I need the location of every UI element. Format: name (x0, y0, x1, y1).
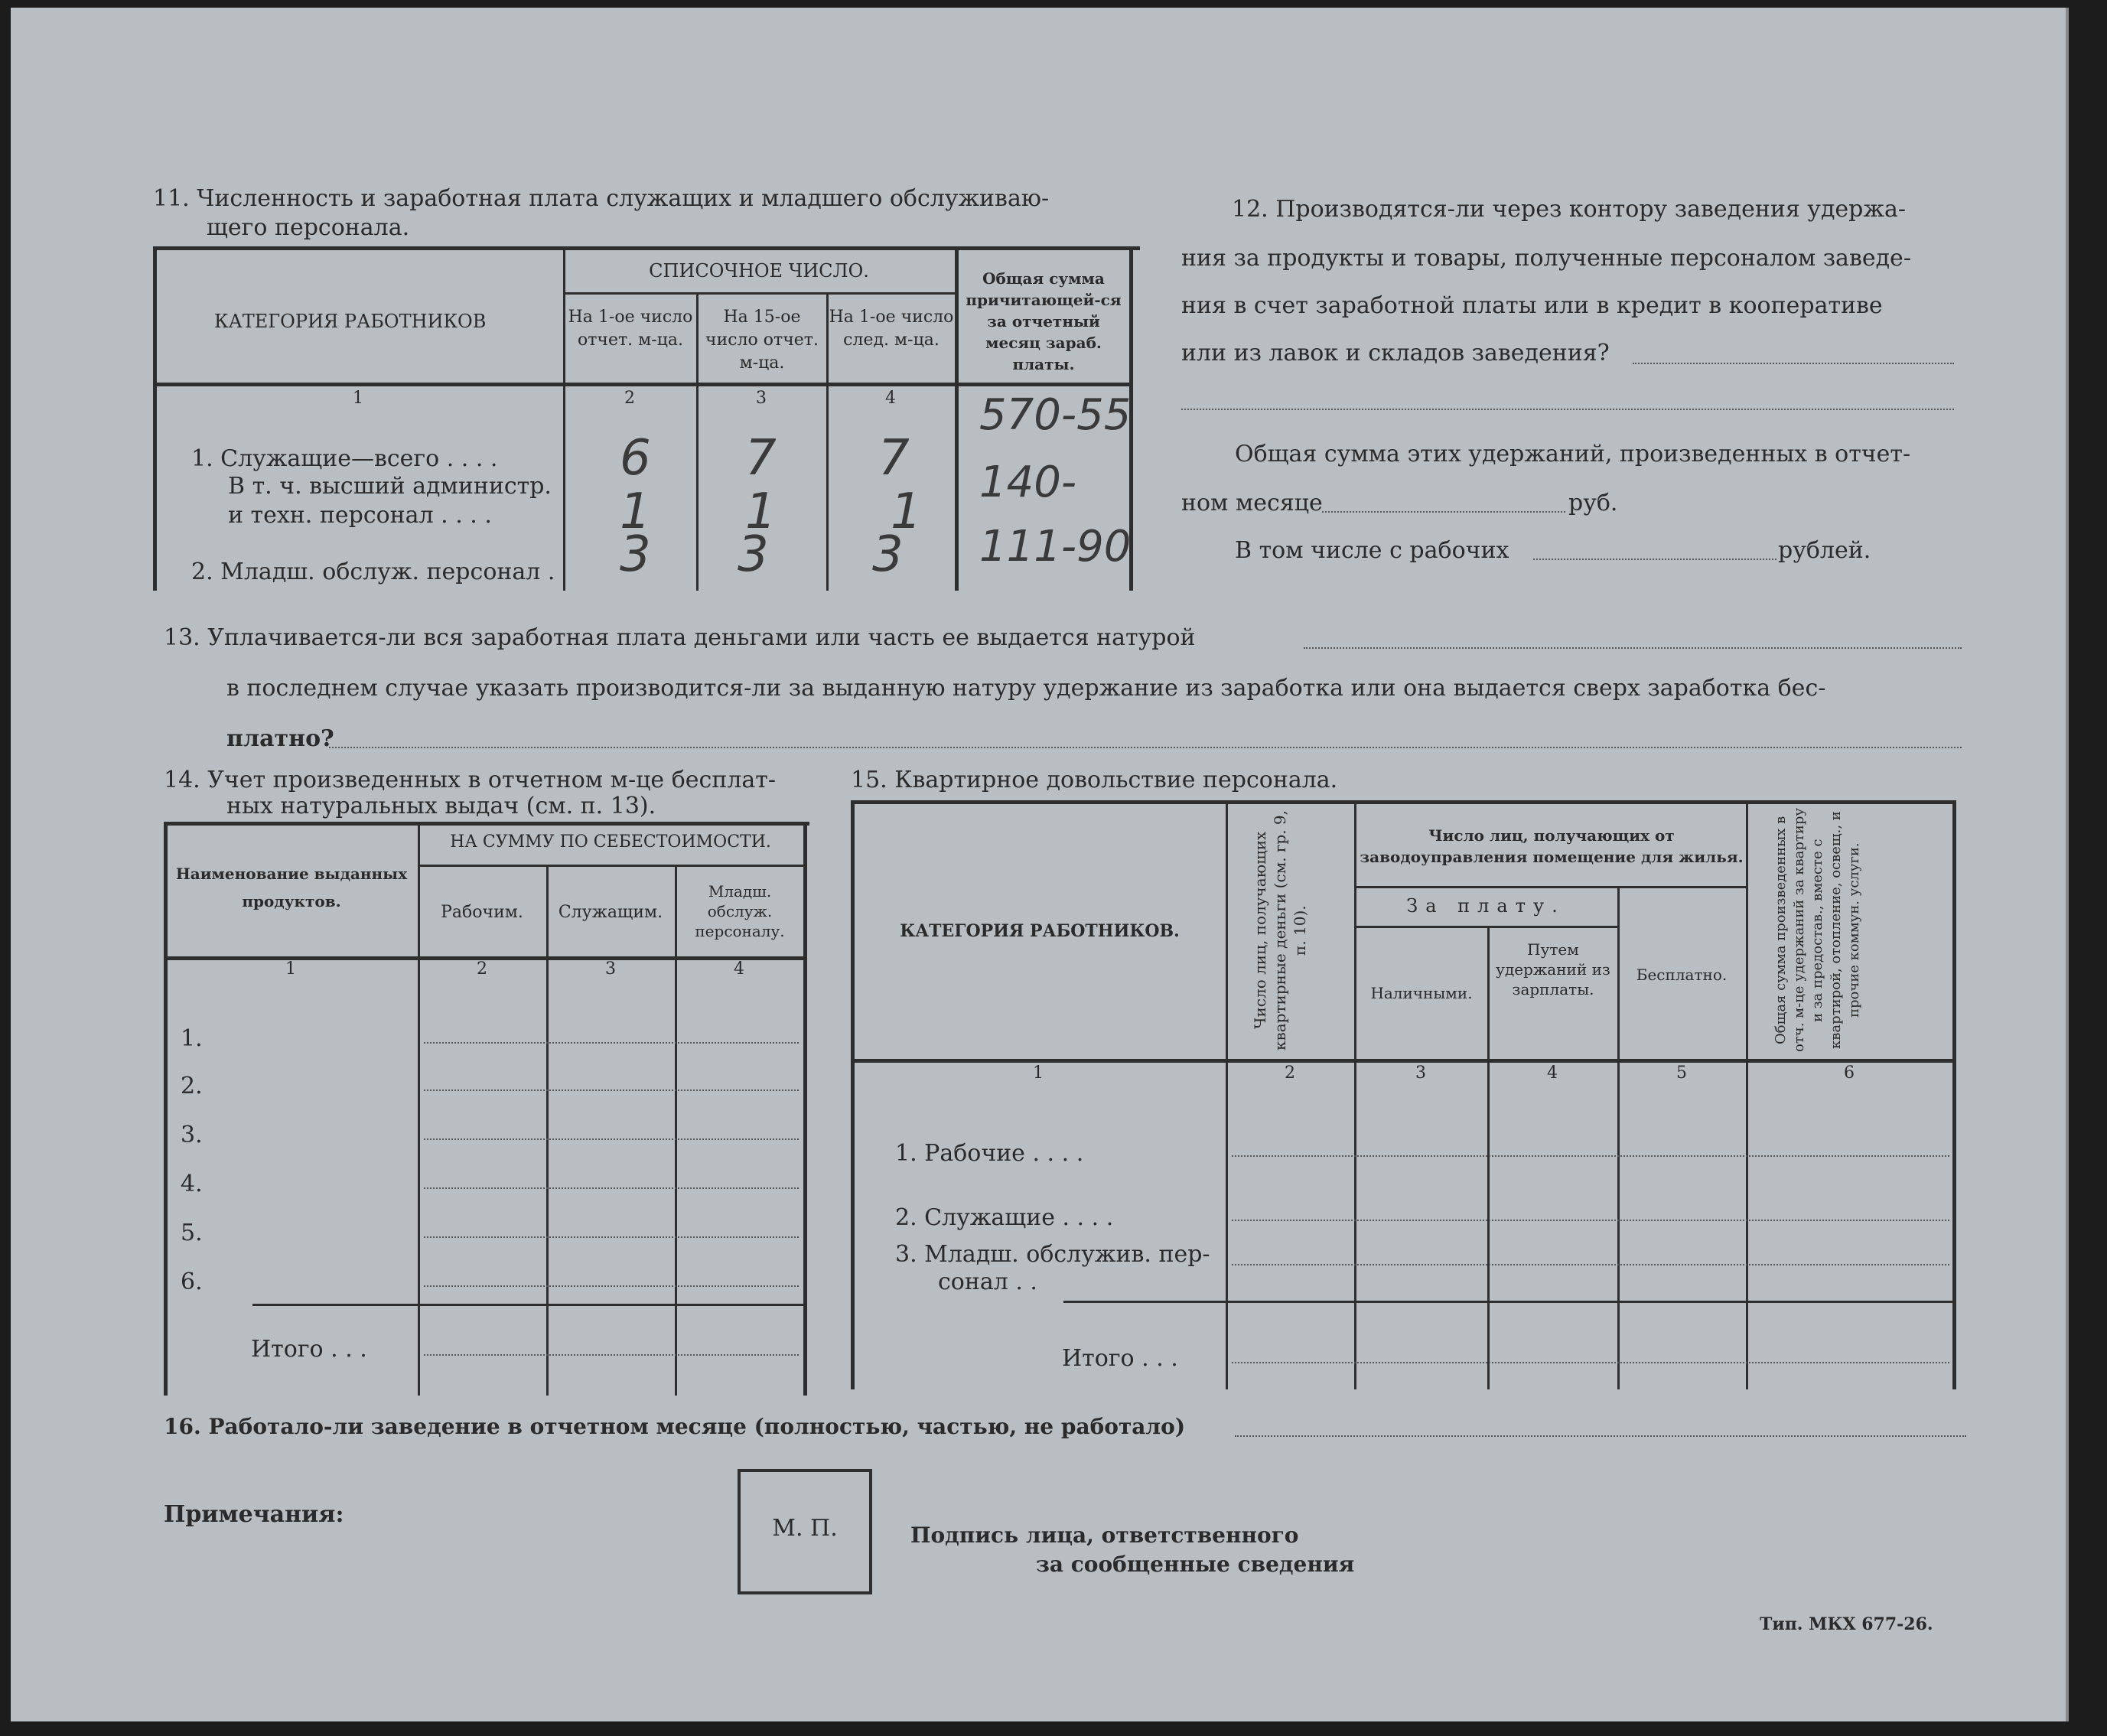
t15-colnum: 5 (1676, 1063, 1687, 1083)
t14-row-line[interactable] (424, 1089, 799, 1091)
section-12-rubles: рублей. (1778, 537, 1871, 564)
stamp-box (738, 1469, 872, 1594)
t11-value: 7 (878, 430, 910, 487)
t11-value: 1 (745, 484, 777, 540)
t11-value: 7 (745, 430, 777, 487)
t15-col-cash: Наличными. (1370, 984, 1473, 1002)
t14-right-border (803, 822, 807, 1396)
t11-value: 3 (872, 526, 904, 583)
t14-col-workers: Рабочим. (441, 903, 523, 922)
t15-col-housing: Число лиц, получающих от заводоуправления помещение для жилья. (1360, 826, 1744, 866)
t11-col-category: КАТЕГОРИЯ РАБОТНИКОВ (214, 311, 487, 332)
t15-top-border (851, 800, 1956, 804)
t14-row-line[interactable] (424, 1187, 799, 1189)
t15-subheader-line (1354, 926, 1617, 928)
t11-row1a-label: В т. ч. высший администр. (228, 473, 552, 500)
section-13-line3: платно? (226, 725, 334, 752)
section-12-rub: руб. (1568, 490, 1618, 516)
t15-row-line[interactable] (1232, 1155, 1949, 1157)
t14-row-num: 3. (181, 1122, 203, 1148)
t14-col-junior: Младш. обслуж. персоналу. (695, 882, 785, 940)
t11-col-list: СПИСОЧНОЕ ЧИСЛО. (649, 260, 869, 282)
section-11-title-line2: щего персонала. (207, 214, 410, 241)
t14-row-num: 2. (181, 1073, 203, 1099)
t11-value: 1 (620, 484, 651, 540)
section-16-text: 16. Работало-ли заведение в отчетном месяце (полностью, частью, не работало) (164, 1414, 1186, 1439)
t14-colnum: 3 (605, 959, 616, 979)
t11-value: 1 (891, 484, 922, 540)
t14-top-border (164, 822, 809, 826)
t15-total-label: Итого . . . (1062, 1345, 1178, 1372)
t11-sum-value: 140- (979, 458, 1077, 507)
signature-label-line2: за сообщенные сведения (1036, 1552, 1355, 1577)
t14-row-num: 1. (181, 1025, 203, 1052)
t15-header-bottom (851, 1059, 1956, 1063)
t11-col-first: На 1-ое число отчет. м-ца. (568, 308, 693, 350)
t14-col-name: Наименование выданных продуктов. (175, 865, 408, 910)
t11-value: 3 (620, 526, 651, 583)
s12-answer-line[interactable] (1181, 409, 1954, 410)
s12-workers-line[interactable] (1533, 559, 1776, 560)
form-sheet (11, 8, 2069, 1721)
t14-divider (546, 865, 549, 1396)
t14-colnum: 4 (734, 959, 744, 979)
t11-colnum: 4 (885, 389, 896, 408)
t15-total-row[interactable] (1232, 1362, 1949, 1363)
t15-left-border (851, 800, 855, 1389)
t11-top-border (153, 246, 1140, 250)
t11-col-fifteenth: На 15-ое число отчет. м-ца. (705, 308, 819, 373)
t11-row2-label: 2. Младш. обслуж. персонал . (191, 559, 555, 585)
section-12-line2: ния за продукты и товары, полученные персоналом заведе- (1181, 245, 1911, 272)
t14-subheader-line (418, 865, 803, 867)
notes-label: Примечания: (164, 1501, 344, 1528)
t15-colnum: 4 (1547, 1063, 1558, 1083)
t11-col-sum: Общая сумма причитающей-ся за отчетный месяц зараб. платы. (966, 269, 1122, 373)
t15-row1-label: 1. Рабочие . . . . (895, 1140, 1084, 1167)
t15-col-total-sum: Общая сумма произведенных в отч. м-це удержаний за квартиру и за предостав., вместе с квартирой, отопление, освещ., и прочие коммун. услуги. (1773, 808, 1862, 1053)
t11-header-bottom (153, 383, 1132, 386)
section-12-line6: ном месяце (1181, 490, 1323, 516)
t15-row3-label: 3. Младш. обслужив. пер- (895, 1241, 1210, 1268)
t14-row-num: 5. (181, 1220, 203, 1246)
t15-colnum: 1 (1033, 1063, 1044, 1083)
t14-row-line[interactable] (424, 1285, 799, 1287)
t11-value: 6 (620, 430, 651, 487)
t15-colnum: 3 (1415, 1063, 1426, 1083)
s12-answer-line[interactable] (1633, 363, 1954, 364)
t14-colnum: 2 (477, 959, 487, 979)
t15-colnum: 2 (1285, 1063, 1295, 1083)
t14-row-num: 4. (181, 1171, 203, 1197)
section-15-title: 15. Квартирное довольствие персонала. (851, 767, 1338, 793)
t11-left-border (153, 246, 157, 591)
t15-total-line (1063, 1301, 1956, 1303)
t15-subheader-line (1354, 886, 1746, 888)
t15-col-free: Бесплатно. (1636, 966, 1728, 984)
t14-total-row[interactable] (424, 1354, 799, 1356)
stamp-label: М. П. (772, 1515, 838, 1542)
t14-colnum: 1 (285, 959, 296, 979)
t14-divider (675, 865, 677, 1396)
t11-sum-value: 111-90 (979, 522, 1132, 572)
t15-col-deduction: Путем удержаний из зарплаты. (1496, 940, 1610, 998)
t11-sum-value: 570-55 (979, 390, 1132, 440)
section-13-line2: в последнем случае указать производится-ли за выданную натуру удержание из заработка или она выдается сверх заработка бес- (226, 675, 1826, 702)
s12-sum-line[interactable] (1322, 511, 1565, 513)
t11-colnum: 2 (624, 389, 635, 408)
t11-divider (563, 246, 565, 591)
t15-row3-label2: сонал . . (938, 1269, 1037, 1295)
t15-col-apartment-money: Число лиц, получающих квартирные деньги (см. гр. 9, п. 10). (1251, 810, 1309, 1051)
t15-col-paid: За плату. (1406, 895, 1565, 917)
t11-col-next: На 1-ое число след. м-ца. (829, 308, 954, 350)
print-mark: Тип. МКХ 677-26. (1760, 1614, 1933, 1634)
t15-row-line[interactable] (1232, 1264, 1949, 1265)
t11-value: 3 (738, 526, 769, 583)
section-12-line4: или из лавок и складов заведения? (1181, 340, 1610, 366)
s13-answer-line[interactable] (1304, 647, 1962, 649)
t14-row-line[interactable] (424, 1042, 799, 1044)
t15-divider (1617, 888, 1620, 1389)
t14-row-num: 6. (181, 1269, 203, 1295)
t11-row1-label: 1. Служащие—всего . . . . (191, 445, 498, 472)
t11-subheader-line (563, 292, 955, 295)
t15-col-category: КАТЕГОРИЯ РАБОТНИКОВ. (900, 921, 1180, 941)
section-14-line1: 14. Учет произведенных в отчетном м-це бесплат- (164, 767, 776, 793)
section-12-line3: ния в счет заработной платы или в кредит в кооперативе (1181, 292, 1883, 319)
t11-colnum: 1 (353, 389, 363, 408)
s16-answer-line[interactable] (1235, 1435, 1966, 1437)
t14-row-line[interactable] (424, 1236, 799, 1238)
section-14-line2: ных натуральных выдач (см. п. 13). (226, 793, 656, 819)
t15-row-line[interactable] (1232, 1220, 1949, 1221)
section-11-title-line1: 11. Численность и заработная плата служащих и младшего обслуживаю- (153, 185, 1050, 212)
t14-total-line (252, 1304, 803, 1306)
section-12-line7: В том числе с рабочих (1235, 537, 1509, 564)
t15-row2-label: 2. Служащие . . . . (895, 1204, 1114, 1231)
t14-col-cost: НА СУММУ ПО СЕБЕСТОИМОСТИ. (450, 832, 771, 852)
signature-label-line1: Подпись лица, ответственного (910, 1523, 1299, 1548)
t15-colnum: 6 (1844, 1063, 1855, 1083)
t14-row-line[interactable] (424, 1138, 799, 1140)
t14-total-label: Итого . . . (251, 1336, 367, 1363)
s13-answer-line2[interactable] (329, 747, 1962, 748)
section-12-line1: 12. Производятся-ли через контору заведения удержа- (1232, 196, 1907, 223)
t14-col-employees: Служащим. (558, 903, 663, 922)
section-12-line5: Общая сумма этих удержаний, произведенных в отчет- (1235, 441, 1911, 467)
t11-colnum: 3 (756, 389, 767, 408)
t11-row1b-label: и техн. персонал . . . . (228, 502, 492, 529)
section-13-line1: 13. Уплачивается-ли вся заработная плата деньгами или часть ее выдается натурой (164, 624, 1196, 651)
